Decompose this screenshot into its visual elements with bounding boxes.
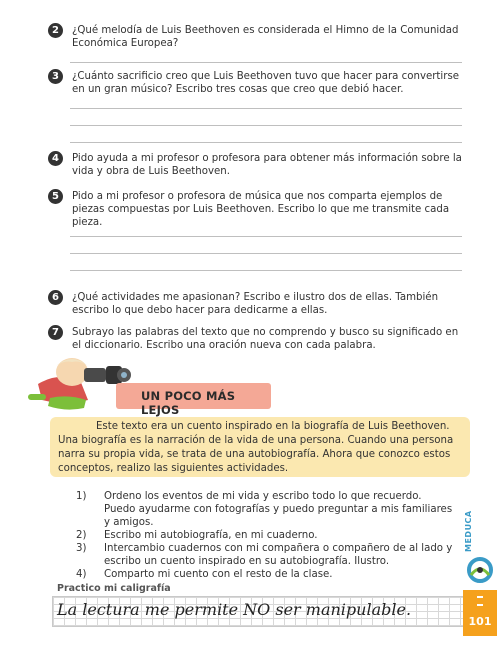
step-number: 1) [76,491,87,502]
question-number: 2 [48,23,63,38]
calligraphy-practice-box[interactable] [52,596,464,627]
question-7 [50,326,462,352]
step-text: Ordeno los eventos de mi vida y escribo todo lo que recuerdo. Puedo ayudarme con fotografías y puedo preguntar a mis familiares y amigos. [104,491,453,528]
divider [477,604,483,606]
list-item [76,490,456,529]
answer-line[interactable] [70,253,462,254]
answer-line[interactable] [70,62,462,63]
meduca-logo-icon [465,555,495,585]
question-number: 5 [48,189,63,204]
page-number-tab [463,590,497,636]
calligraphy-label: Practico mi caligrafía [57,583,171,594]
step-number: 3) [76,543,87,554]
list-item [76,542,456,568]
answer-line[interactable] [70,236,462,237]
question-6 [50,291,462,317]
step-text: Comparto mi cuento con el resto de la clase. [104,569,333,580]
section-banner [116,383,271,417]
answer-line[interactable] [70,142,462,143]
question-text: Subrayo las palabras del texto que no comprendo y busco su significado en el diccionario. Escribo una oración nueva con cada palabra. [72,327,459,351]
step-number: 2) [76,530,87,541]
divider [477,596,483,598]
step-number: 4) [76,569,87,580]
intro-callout [50,417,470,477]
question-text: Pido ayuda a mi profesor o profesora para obtener más información sobre la vida y obra de Luis Beethoven. [72,153,462,177]
callout-text: Este texto era un cuento inspirado en la biografía de Luis Beethoven. Una biografía es la narración de la vida de una persona. Cuando una persona narra su propia vida, se trata de una autobiografía. Ahora que conozco estos conceptos, realizo las siguientes actividades. [58,421,454,474]
calligraphy-text: La lectura me permite NO ser manipulable. [57,600,412,619]
list-item [76,568,456,581]
question-text: ¿Qué melodía de Luis Beethoven es considerada el Himno de la Comunidad Económica Europea? [72,25,459,49]
question-2 [50,24,462,50]
question-text: ¿Cuánto sacrificio creo que Luis Beethoven tuvo que hacer para convertirse en un gran músico? Escribo tres cosas que creo que debió hacer. [72,71,460,95]
brand-name: MEDUCA [464,510,473,552]
step-text: Escribo mi autobiografía, en mi cuaderno. [104,530,318,541]
answer-line[interactable] [70,108,462,109]
answer-line[interactable] [70,270,462,271]
question-4 [50,152,462,178]
question-number: 7 [48,325,63,340]
question-3 [50,70,462,96]
page-number: 101 [468,615,492,628]
question-text: ¿Qué actividades me apasionan? Escribo e ilustro dos de ellas. También escribo lo que debo hacer para dedicarme a ellas. [72,292,439,316]
question-text: Pido a mi profesor o profesora de música que nos comparta ejemplos de piezas compuestas por Luis Beethoven. Escribo lo que me transmite cada pieza. [72,191,450,228]
question-number: 4 [48,151,63,166]
answer-line[interactable] [70,125,462,126]
question-5 [50,190,462,229]
question-number: 6 [48,290,63,305]
step-text: Intercambio cuadernos con mi compañera o compañero de al lado y escribo un cuento inspirado en su autobiografía. Ilustro. [104,543,453,567]
list-item [76,529,456,542]
activity-list [76,490,456,581]
question-number: 3 [48,69,63,84]
section-title: UN POCO MÁS LEJOS [141,389,236,417]
